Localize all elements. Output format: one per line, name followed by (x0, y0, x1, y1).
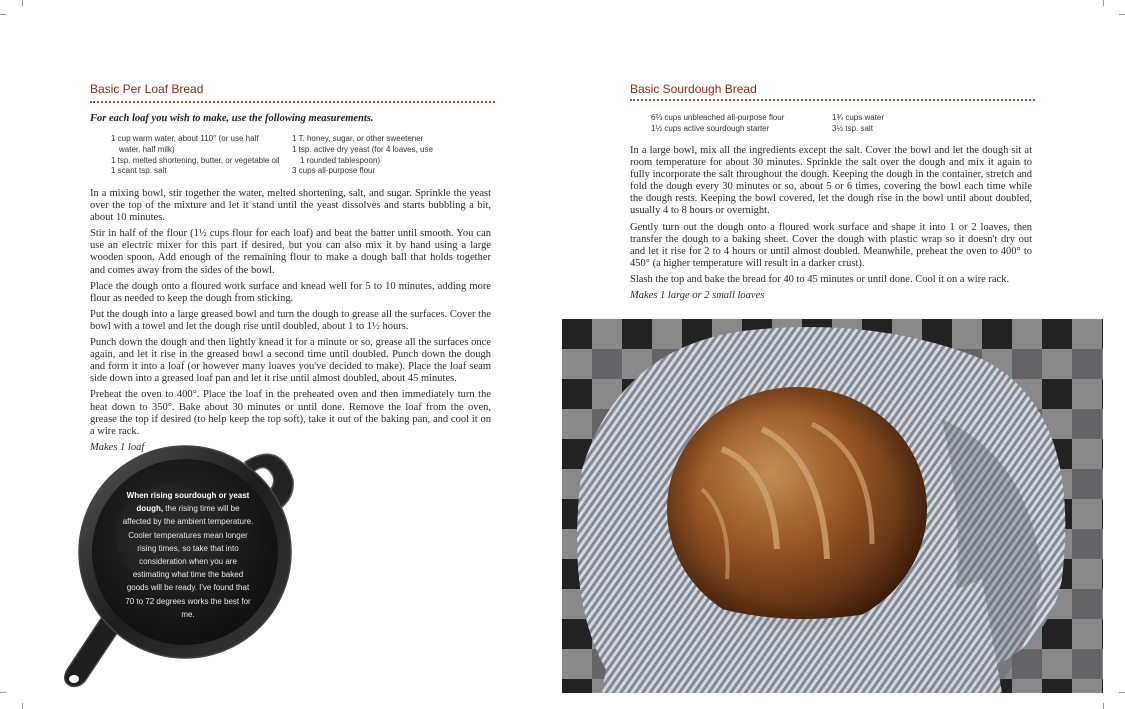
ingredient-item: 1 T. honey, sugar, or other sweetener (292, 134, 424, 143)
direction-paragraph: Put the dough into a large greased bowl and turn the dough to grease all the surfaces. Cover the bowl with a towel and let the dough rise until doubled, about 1 to 1½ hours. (90, 308, 491, 332)
ingredient-item: 1¾ cups water (832, 113, 885, 122)
recipe-directions (90, 188, 491, 458)
recipe-yield: Makes 1 loaf (90, 441, 145, 453)
direction-paragraph: In a large bowl, mix all the ingredients except the salt. Cover the bowl and let the dough sit at room temperature for about 30 minutes. Sprinkle the salt over the dough and mix it again to fully incorporate the salt throughout the dough. Keeping the dough in the container, stretch and fold the dough every 30 minutes or so, about 5 or 6 times, covering the bowl each time while the dough rests. Keeping the bowl covered, let the dough rise in the bowl until about doubled, usually 4 to 8 hours or overnight. (630, 145, 1032, 217)
recipe-directions (630, 145, 1032, 306)
tip-lead: When rising sourdough or yeast dough, (126, 491, 250, 514)
direction-paragraph: Preheat the oven to 400°. Place the loaf in the preheated oven and then immediately turn the heat down to 350°. Bake about 30 minutes or until done. Remove the loaf from the oven, grease the top if desired (to help keep the top soft), take it out of the baking pan, and cool it on a wire rack. (90, 389, 491, 437)
ingredient-item: 1 scant tsp. salt (111, 166, 167, 176)
ingredients-column-1 (111, 134, 291, 177)
direction-paragraph: Stir in half of the flour (1½ cups flour for each loaf) and beat the batter until smooth. You can use an electric mixer for this part if desired, but you can also mix it by hand using a large wooden spoon. Add enough of the remaining flour to make a dough ball that holds together and comes away from the sides of the bowl. (90, 228, 491, 276)
ingredient-item: 1½ cups active sourdough starter (651, 123, 770, 133)
ingredient-item: 3½ tsp. salt (832, 123, 873, 133)
ingredient-item: 1 tsp. active dry yeast (for 4 loaves, use (292, 144, 433, 154)
tip-text: the rising time will be affected by the ambient temperature. Cooler temperatures mean longer rising times, so take that into consideration when you are estimating what time the baked goods will be ready. I've found that 70 to 72 degrees works the best for me. (122, 504, 254, 619)
title-rule (90, 101, 495, 103)
direction-paragraph: Place the dough onto a floured work surface and knead well for 5 to 10 minutes, adding more flour as needed to keep the dough from sticking. (90, 280, 491, 304)
ingredients-column-2 (292, 134, 482, 177)
title-rule (630, 99, 1035, 101)
direction-paragraph: Slash the top and bake the bread for 40 to 45 minutes or until done. Cool it on a wire rack. (630, 273, 1010, 285)
direction-paragraph: In a mixing bowl, stir together the water, melted shortening, salt, and sugar. Sprinkle the yeast over the top of the mixture and let it stand until the yeast dissolves and starts bubbling a bit, about 10 minutes. (90, 188, 491, 224)
ingredients-column-2 (832, 113, 952, 135)
recipe-yield: Makes 1 large or 2 small loaves (630, 290, 765, 302)
ingredient-item: 1 cup warm water, about 110° (or use half (111, 134, 259, 143)
ingredient-item: 6⅔ cups unbleached all-purpose flour (651, 113, 785, 122)
direction-paragraph: Punch down the dough and then lightly knead it for a minute or so, grease all the surfaces once again, and let it rise in the greased bowl a second time until doubled. Punch down the dough and form it into a loaf (or however many loaves you've decided to make). Place the loaf seam side down into a greased loaf pan and let it rise until almost doubled, about 45 minutes. (90, 337, 491, 385)
recipe-title: Basic Sourdough Bread (630, 82, 757, 96)
ingredient-item: 1 tsp. melted shortening, butter, or vegetable oil (111, 155, 280, 165)
rising-tip-callout (122, 489, 254, 621)
ingredient-item: 1 rounded tablespoon) (300, 155, 381, 165)
ingredient-item: 3 cups all-purpose flour (292, 166, 376, 176)
ingredients-column-1 (651, 113, 831, 135)
direction-paragraph: Gently turn out the dough onto a floured work surface and shape it into 1 or 2 loaves, then transfer the dough to a baking sheet. Cover the dough with plastic wrap so it doesn't dry out and let it rise for 2 to 4 hours or until almost doubled. Meanwhile, preheat the oven to 400° to 450° (a higher temperature will result in a darker crust). (630, 221, 1032, 269)
sourdough-loaf-photo (562, 319, 1103, 693)
recipe-intro: For each loaf you wish to make, use the following measurements. (90, 113, 374, 124)
recipe-title: Basic Per Loaf Bread (90, 82, 204, 96)
ingredient-item: water, half milk) (119, 144, 175, 154)
